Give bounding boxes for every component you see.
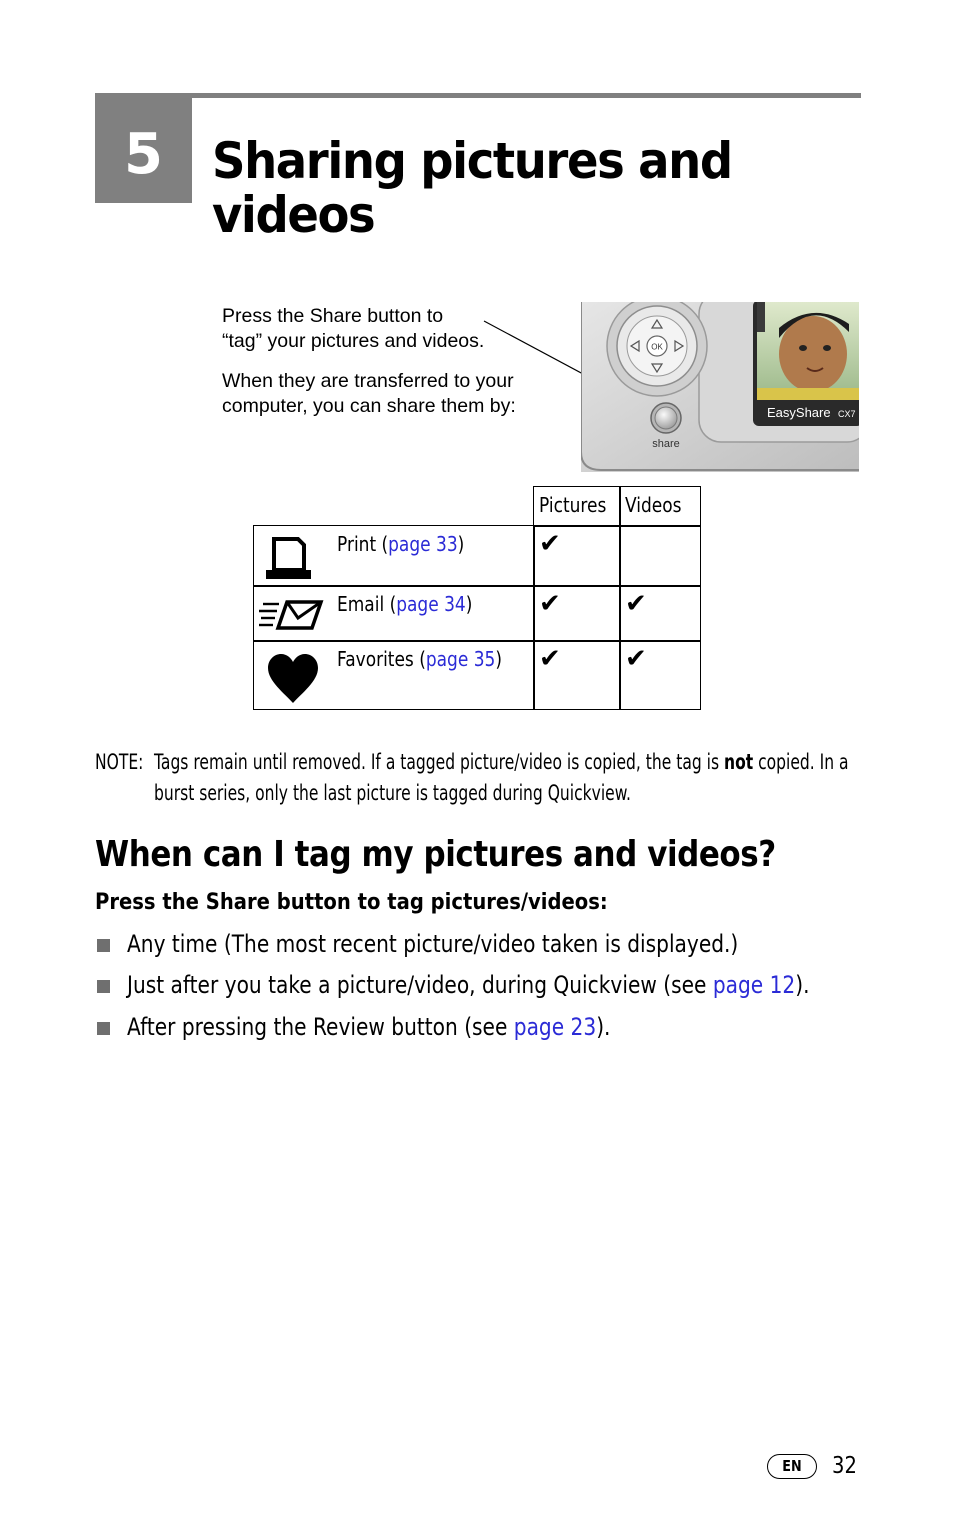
list-item: Any time (The most recent picture/video taken is displayed.) bbox=[127, 930, 739, 958]
table-row: Email (page 34) bbox=[253, 585, 535, 642]
table-cell-pictures bbox=[533, 640, 621, 710]
print-icon bbox=[264, 536, 314, 582]
callout-line: When they are transferred to your bbox=[222, 370, 514, 392]
note-text-line-1: Tags remain until removed. If a tagged picture/video is copied, the tag is not copied. In a bbox=[154, 750, 849, 774]
table-header-pictures: Pictures bbox=[533, 486, 621, 527]
callout-line: computer, you can share them by: bbox=[222, 395, 516, 417]
table-cell-pictures bbox=[533, 585, 621, 642]
page-title-line-2: videos bbox=[212, 186, 375, 244]
camera-illustration bbox=[581, 302, 859, 472]
share-button-label: share bbox=[652, 438, 680, 450]
page-title-line-1: Sharing pictures and bbox=[212, 132, 732, 190]
check-icon: ✔ bbox=[539, 589, 561, 619]
check-icon: ✔ bbox=[625, 589, 647, 619]
list-item: After pressing the Review button (see page 23). bbox=[127, 1013, 611, 1041]
table-header-videos: Videos bbox=[619, 486, 701, 527]
table-cell-videos bbox=[619, 525, 701, 587]
table-row: Print (page 33) bbox=[253, 525, 535, 587]
camera-brand: EasyShare bbox=[767, 405, 831, 420]
page-link[interactable]: page 23 bbox=[513, 1013, 597, 1041]
check-icon: ✔ bbox=[625, 644, 647, 674]
table-row: Favorites (page 35) bbox=[253, 640, 535, 710]
table-cell-videos bbox=[619, 640, 701, 710]
check-icon: ✔ bbox=[539, 644, 561, 674]
language-badge: EN bbox=[767, 1454, 817, 1479]
table-cell-videos bbox=[619, 585, 701, 642]
page-link[interactable]: page 34 bbox=[396, 592, 466, 616]
page-link[interactable]: page 35 bbox=[425, 647, 496, 671]
section-heading: When can I tag my pictures and videos? bbox=[95, 834, 776, 875]
note-text-line-2: burst series, only the last picture is tagged during Quickview. bbox=[154, 781, 631, 805]
page-link[interactable]: page 12 bbox=[712, 971, 796, 999]
ok-button-label: OK bbox=[651, 342, 663, 352]
chapter-number: 5 bbox=[124, 122, 163, 187]
page-number: 32 bbox=[832, 1453, 857, 1479]
heart-icon bbox=[266, 653, 320, 705]
note-label: NOTE: bbox=[95, 750, 144, 774]
page-link[interactable]: page 33 bbox=[388, 532, 458, 556]
table-cell-pictures bbox=[533, 525, 621, 587]
email-icon bbox=[257, 598, 325, 632]
bullet-icon bbox=[97, 939, 110, 952]
list-item: Just after you take a picture/video, during Quickview (see page 12). bbox=[127, 971, 810, 999]
bullet-icon bbox=[97, 980, 110, 993]
callout-line: “tag” your pictures and videos. bbox=[222, 330, 485, 352]
callout-line: Press the Share button to bbox=[222, 305, 444, 327]
bullet-icon bbox=[97, 1022, 110, 1035]
sub-heading: Press the Share button to tag pictures/videos: bbox=[95, 889, 608, 915]
check-icon: ✔ bbox=[539, 529, 561, 559]
camera-model: CX7 bbox=[838, 409, 856, 419]
